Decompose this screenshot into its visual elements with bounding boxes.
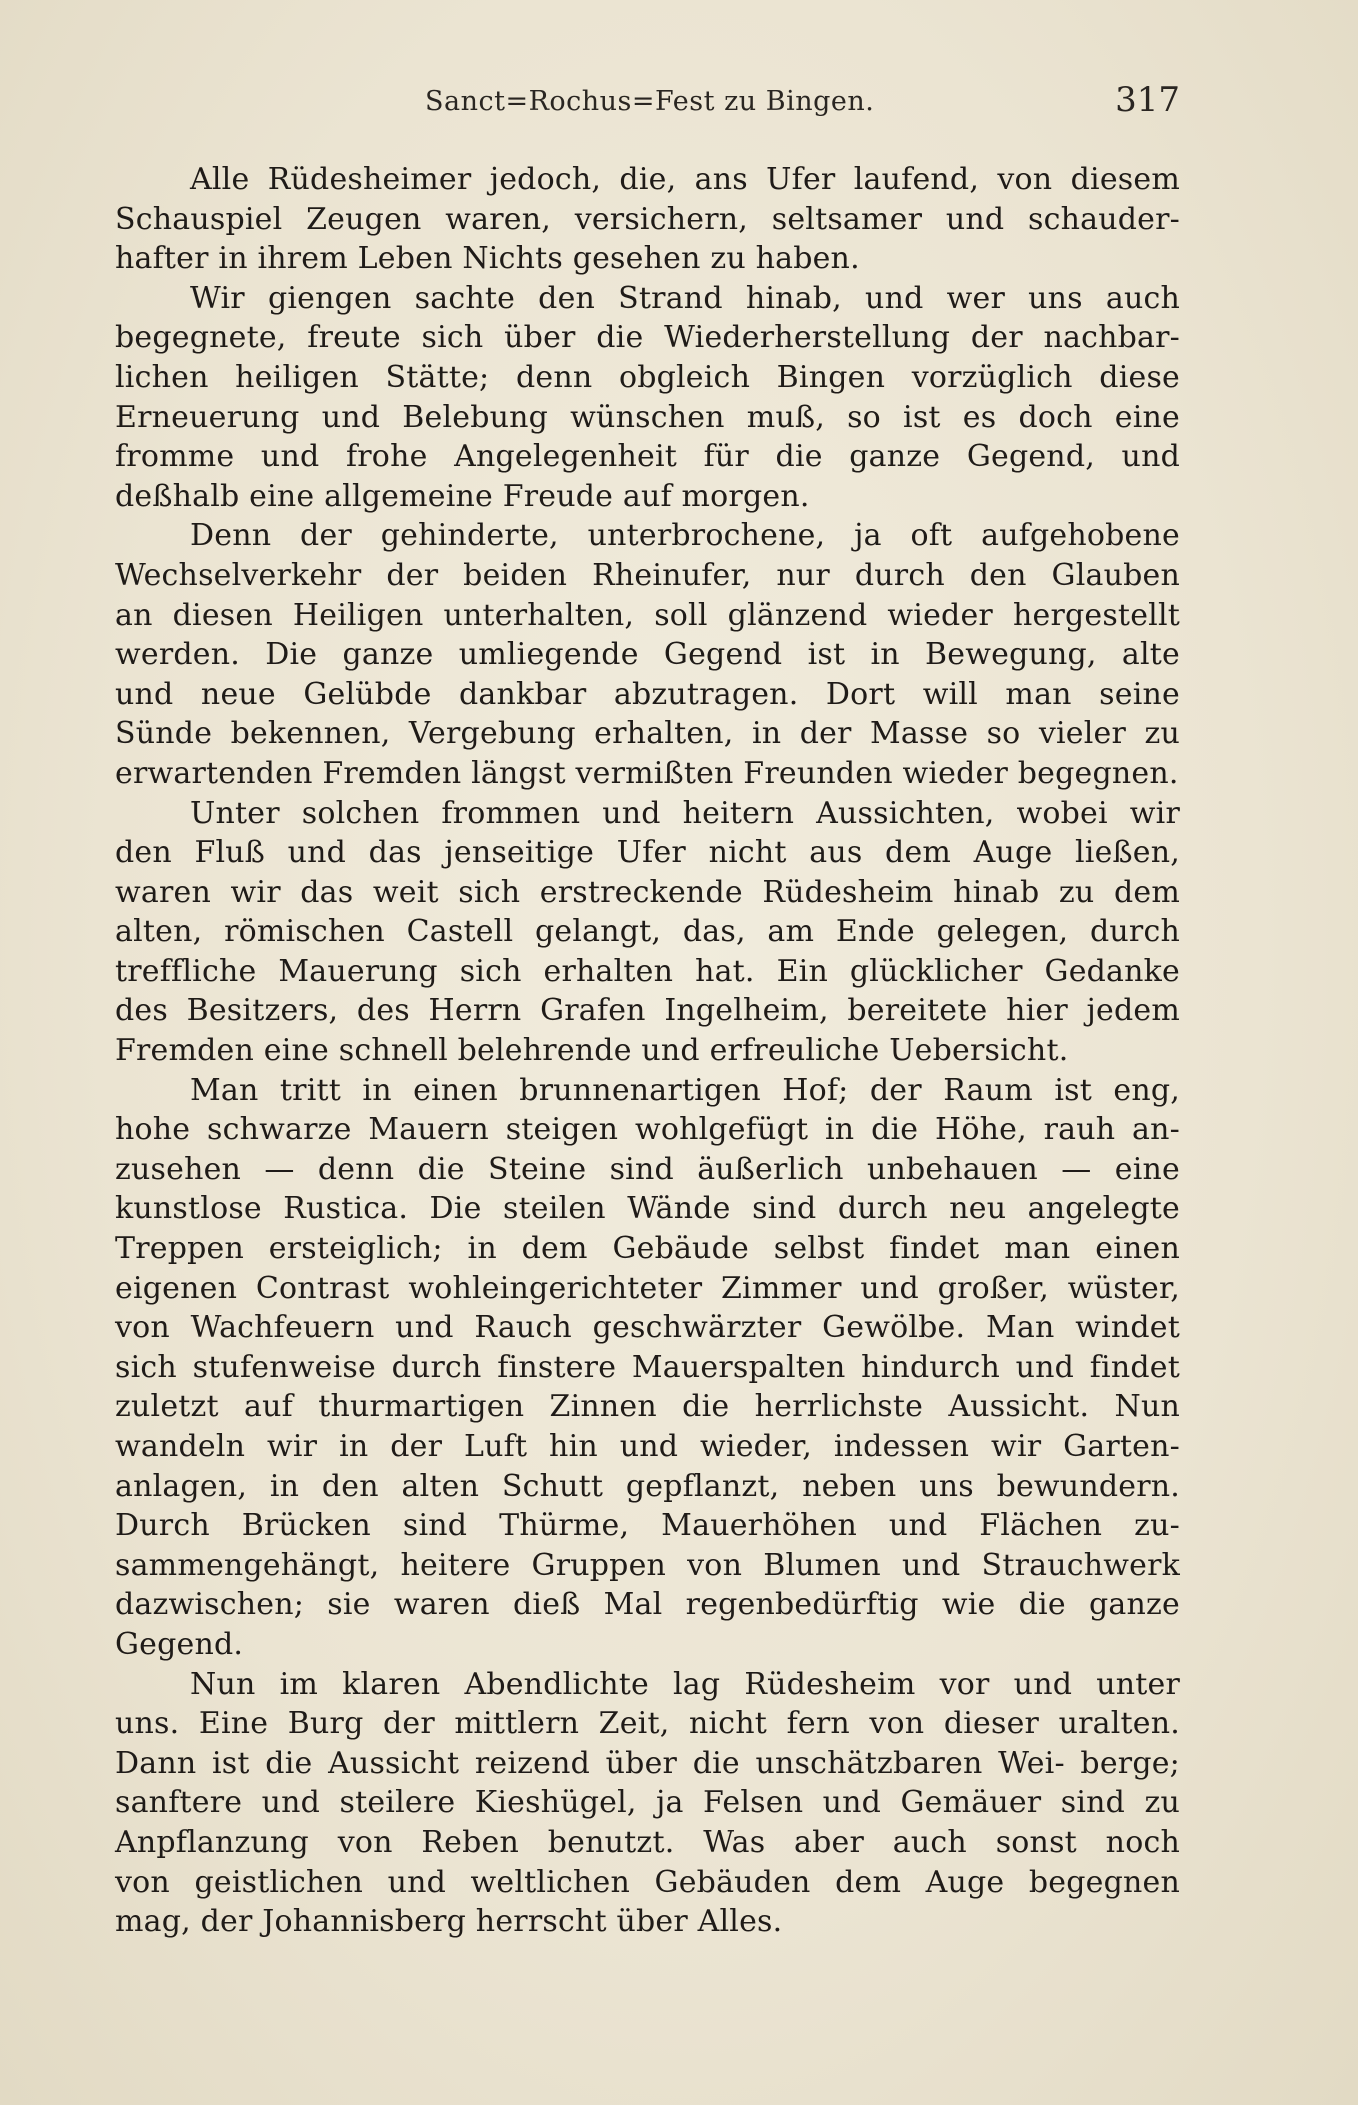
text-line: sich stufenweise durch finstere Mauerspalten hindurch und findet: [115, 1349, 1180, 1385]
text-line: Schauspiel Zeugen waren, versichern, seltsamer und schauder-: [115, 201, 1180, 237]
text-line: Denn der gehinderte, unterbrochene, ja oft aufgehobene: [190, 518, 1180, 554]
page-number: 317: [1115, 80, 1180, 120]
body-text: [115, 160, 1180, 1942]
text-line: treffliche Mauerung sich erhalten hat. Ein glücklicher Gedanke: [115, 953, 1180, 989]
text-line: Wir giengen sachte den Strand hinab, und wer uns auch: [190, 280, 1180, 316]
paragraph: [115, 1071, 1180, 1665]
text-line: hafter in ihrem Leben Nichts gesehen zu haben.: [115, 241, 860, 277]
paragraph: [115, 794, 1180, 1071]
text-line: begegnete, freute sich über die Wiederherstellung der nachbar-: [115, 320, 1180, 356]
paragraph: [115, 160, 1180, 279]
text-line: an diesen Heiligen unterhalten, soll glänzend wieder hergestellt: [115, 597, 1180, 633]
text-line: Gegend.: [115, 1626, 244, 1662]
text-line: Fremden eine schnell belehrende und erfreuliche Uebersicht.: [115, 1033, 1069, 1069]
text-line: Erneuerung und Belebung wünschen muß, so ist es doch eine: [115, 399, 1180, 435]
text-line: zuletzt auf thurmartigen Zinnen die herrlichste Aussicht. Nun: [115, 1389, 1180, 1425]
text-line: deßhalb eine allgemeine Freude auf morgen.: [115, 478, 810, 514]
text-line: Dann ist die Aussicht reizend über die unschätzbaren Wei- berge;: [115, 1745, 1180, 1781]
text-line: Anpflanzung von Reben benutzt. Was aber auch sonst noch: [115, 1824, 1180, 1860]
text-line: Sünde bekennen, Vergebung erhalten, in der Masse so vieler zu: [115, 716, 1180, 752]
paragraph: [115, 279, 1180, 517]
running-title: Sanct=Rochus=Fest zu Bingen.: [425, 86, 875, 117]
text-line: waren wir das weit sich erstreckende Rüdesheim hinab zu dem: [115, 874, 1180, 910]
paragraph: [115, 516, 1180, 793]
text-line: den Fluß und das jenseitige Ufer nicht aus dem Auge ließen,: [115, 835, 1180, 871]
text-line: von geistlichen und weltlichen Gebäuden dem Auge begegnen: [115, 1864, 1180, 1900]
text-line: von Wachfeuern und Rauch geschwärzter Gewölbe. Man windet: [115, 1310, 1180, 1346]
text-line: uns. Eine Burg der mittlern Zeit, nicht fern von dieser uralten.: [115, 1706, 1180, 1742]
text-line: sammengehängt, heitere Gruppen von Blumen und Strauchwerk: [115, 1547, 1180, 1583]
text-line: mag, der Johannisberg herrscht über Alles.: [115, 1904, 783, 1940]
text-line: Unter solchen frommen und heitern Aussichten, wobei wir: [190, 795, 1180, 831]
text-line: alten, römischen Castell gelangt, das, am Ende gelegen, durch: [115, 914, 1180, 950]
text-line: hohe schwarze Mauern steigen wohlgefügt in die Höhe, rauh an-: [115, 1112, 1180, 1148]
text-line: sanftere und steilere Kieshügel, ja Felsen und Gemäuer sind zu: [115, 1785, 1180, 1821]
text-line: Durch Brücken sind Thürme, Mauerhöhen und Flächen zu-: [115, 1508, 1180, 1544]
text-line: anlagen, in den alten Schutt gepflanzt, neben uns bewundern.: [115, 1468, 1180, 1504]
text-line: kunstlose Rustica. Die steilen Wände sind durch neu angelegte: [115, 1191, 1180, 1227]
text-line: fromme und frohe Angelegenheit für die ganze Gegend, und: [115, 439, 1180, 475]
text-line: eigenen Contrast wohleingerichteter Zimmer und großer, wüster,: [115, 1270, 1180, 1306]
text-line: Wechselverkehr der beiden Rheinufer, nur durch den Glauben: [115, 557, 1180, 593]
text-line: und neue Gelübde dankbar abzutragen. Dort will man seine: [115, 676, 1180, 712]
text-line: Nun im klaren Abendlichte lag Rüdesheim vor und unter: [190, 1666, 1180, 1702]
text-line: zusehen — denn die Steine sind äußerlich unbehauen — eine: [115, 1151, 1180, 1187]
text-line: wandeln wir in der Luft hin und wieder, indessen wir Garten-: [115, 1429, 1180, 1464]
text-line: Man tritt in einen brunnenartigen Hof; der Raum ist eng,: [190, 1072, 1180, 1108]
text-line: werden. Die ganze umliegende Gegend ist in Bewegung, alte: [115, 637, 1180, 673]
text-line: des Besitzers, des Herrn Grafen Ingelheim, bereitete hier jedem: [115, 993, 1180, 1029]
text-line: dazwischen; sie waren dieß Mal regenbedürftig wie die ganze: [115, 1587, 1180, 1623]
running-head: [115, 78, 1180, 128]
text-line: Treppen ersteiglich; in dem Gebäude selbst findet man einen: [115, 1231, 1180, 1267]
text-line: lichen heiligen Stätte; denn obgleich Bingen vorzüglich diese: [115, 359, 1180, 395]
paragraph: [115, 1665, 1180, 1942]
text-line: Alle Rüdesheimer jedoch, die, ans Ufer laufend, von diesem: [190, 162, 1180, 197]
text-line: erwartenden Fremden längst vermißten Freunden wieder begegnen.: [115, 755, 1179, 791]
